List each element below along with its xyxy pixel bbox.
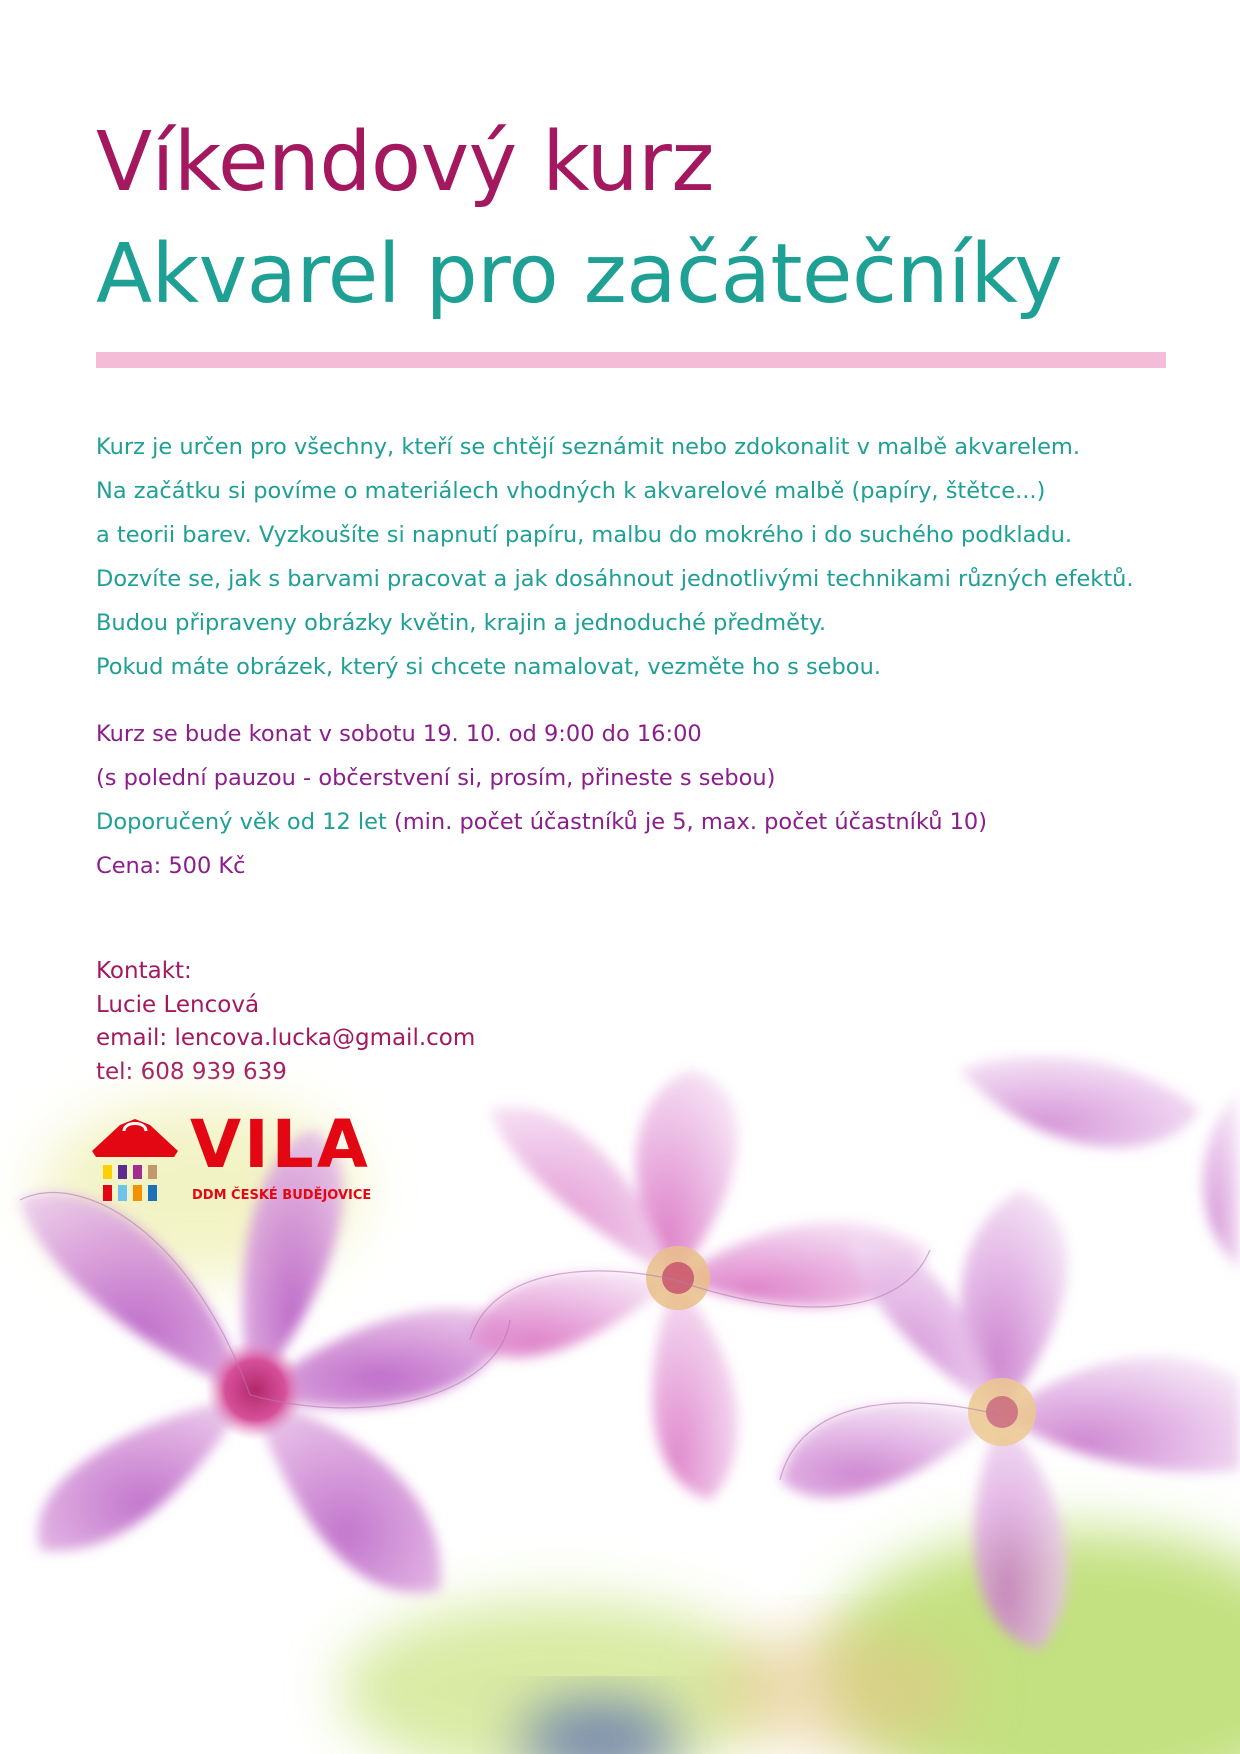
title-line-2: Akvarel pro začátečníky [96, 227, 1063, 322]
title-divider [96, 352, 1166, 368]
description-line: Pokud máte obrázek, který si chcete namalovat, vezměte ho s sebou. [96, 654, 881, 680]
contact-email[interactable]: email: lencova.lucka@gmail.com [96, 1025, 476, 1051]
logo-wordmark: VILA [190, 1106, 371, 1183]
schedule-line [96, 712, 1196, 756]
lunch-note: (s polední pauzou - občerstvení si, prosím, přineste s sebou) [96, 765, 776, 791]
schedule-intro: Kurz se bude konat [96, 721, 319, 747]
recommended-age: Doporučený věk od 12 let [96, 809, 394, 835]
contact-phone[interactable]: tel: 608 939 639 [96, 1058, 287, 1085]
course-description [96, 425, 1196, 689]
course-info [96, 712, 1196, 888]
title-line-1: Víkendový kurz [96, 115, 714, 210]
description-line: Dozvíte se, jak s barvami pracovat a jak dosáhnout jednotlivými technikami různých efektů. [96, 566, 1134, 592]
contact-heading: Kontakt: [96, 958, 192, 984]
description-line: a teorii barev. Vyzkoušíte si napnutí papíru, malbu do mokrého i do suchého podkladu. [96, 522, 1073, 548]
age-line [96, 800, 1196, 844]
description-line: Kurz je určen pro všechny, kteří se chtějí seznámit nebo zdokonalit v malbě akvarelem. [96, 434, 1080, 460]
participant-limits: (min. počet účastníků je 5, max. počet účastníků 10) [393, 809, 988, 835]
schedule-date-time: v sobotu 19. 10. od 9:00 do 16:00 [318, 721, 702, 747]
description-line: Na začátku si povíme o materiálech vhodných k akvarelové malbě (papíry, štětce...) [96, 478, 1046, 504]
house-logo-icon [90, 1115, 180, 1205]
contact-name: Lucie Lencová [96, 991, 260, 1018]
description-line: Budou připraveny obrázky květin, krajin a jednoduché předměty. [96, 610, 827, 636]
vila-logo [90, 1106, 372, 1215]
price: Cena: 500 Kč [96, 853, 246, 879]
logo-subtitle: DDM ČESKÉ BUDĚJOVICE [192, 1188, 372, 1203]
